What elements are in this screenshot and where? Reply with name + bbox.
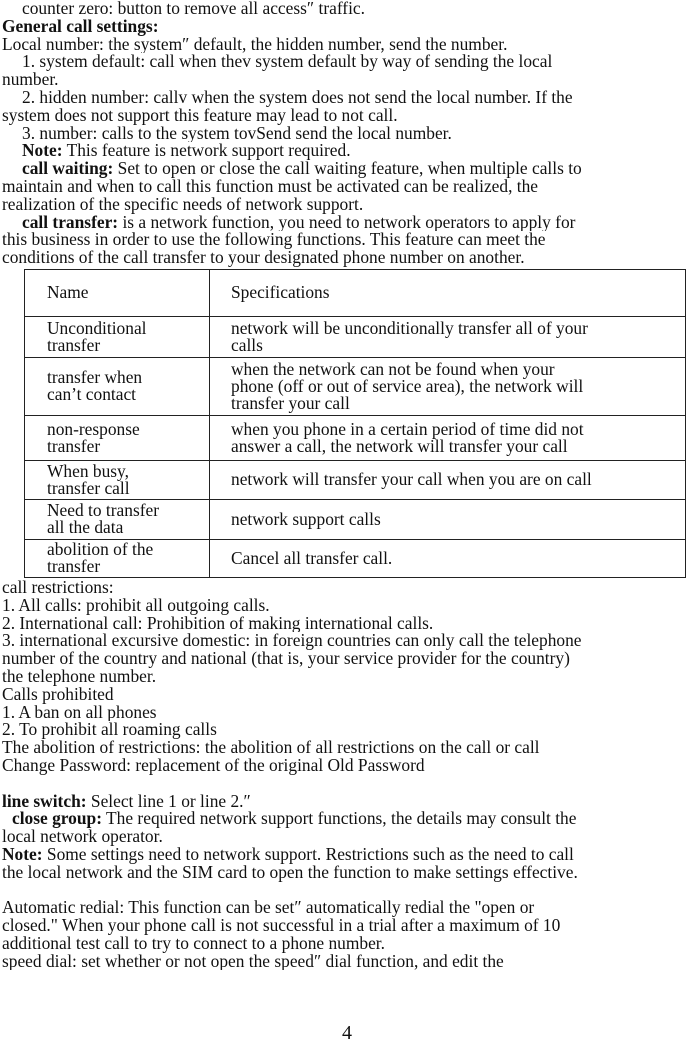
general-settings-heading: General call settings: xyxy=(2,17,159,36)
note-label: Note: xyxy=(22,142,63,161)
restrictions-heading: call restrictions: xyxy=(2,578,114,597)
ban-item: 2. To prohibit all roaming calls xyxy=(2,721,217,740)
call-waiting-line3: realization of the specific needs of network support. xyxy=(2,195,364,214)
hidden-number-line: 2. hidden number: callv when the system does not send the local number. If the xyxy=(22,88,573,107)
restriction-item-cont: the telephone number. xyxy=(2,667,157,686)
call-waiting-paragraph: call waiting: Set to open or close the call waiting feature, when multiple calls to xyxy=(22,160,582,178)
close-group-label: close group: xyxy=(12,810,103,829)
auto-redial-line3: additional test call to try to connect to a phone number. xyxy=(2,934,385,953)
call-transfer-line2: this business in order to use the following functions. This feature can meet the xyxy=(2,231,546,250)
transfer-spec-table xyxy=(24,269,686,578)
hidden-number-line-cont: system does not support this feature may lead to not call. xyxy=(2,106,398,125)
line-switch-label: line switch: xyxy=(2,792,87,811)
change-password-text: Change Password: replacement of the original Old Password xyxy=(2,756,425,775)
close-group-text: close group: The required network support functions, the details may consult the xyxy=(12,810,577,829)
counter-zero-text: counter zero: button to remove all access″ traffic. xyxy=(22,0,365,18)
header-name: Name xyxy=(25,269,210,316)
note2-label: Note: xyxy=(2,845,43,864)
line-switch-text: line switch: Select line 1 or line 2.″ xyxy=(2,792,251,811)
ban-item: 1. A ban on all phones xyxy=(2,703,157,722)
call-waiting-label: call waiting: xyxy=(22,160,114,178)
table-row: abolition of the transfer Cancel all transfer call. xyxy=(25,539,686,577)
table-row: non-response transfer when you phone in a certain period of time did not answer a call, the network will transfer your call xyxy=(25,415,686,460)
abolition-text: The abolition of restrictions: the abolition of all restrictions on the call or call xyxy=(2,739,540,757)
restriction-item: 3. international excursive domestic: in foreign countries can only call the telephone xyxy=(2,632,582,651)
auto-redial-line1: Automatic redial: This function can be set″ automatically redial the "open or xyxy=(2,899,535,918)
table-row: When busy, transfer call network will transfer your call when you are on call xyxy=(25,460,686,499)
number-option-line: 3. number: calls to the system tovSend send the local number. xyxy=(22,124,452,143)
close-group-line2: local network operator. xyxy=(2,828,163,846)
settings-note: Note: Some settings need to network support. Restrictions such as the need to call xyxy=(2,845,574,864)
network-note: Note: This feature is network support required. xyxy=(22,142,351,161)
call-transfer-line3: conditions of the call transfer to your designated phone number on another. xyxy=(2,249,525,267)
system-default-line-cont: number. xyxy=(2,71,59,89)
restriction-item: 2. International call: Prohibition of making international calls. xyxy=(2,614,434,633)
call-waiting-line2: maintain and when to call this function must be activated can be realized, the xyxy=(2,177,539,196)
calls-prohibited-heading: Calls prohibited xyxy=(2,685,114,704)
table-row: transfer when can’t contact when the network can not be found when your phone (off or out of service area), the network will transfer your call xyxy=(25,357,686,415)
speed-dial-text: speed dial: set whether or not open the speed″ dial function, and edit the xyxy=(2,952,504,971)
table-row: Need to transfer all the data network support calls xyxy=(25,499,686,539)
table-row: Unconditional transfer network will be unconditionally transfer all of your calls xyxy=(25,316,686,357)
page-number: 4 xyxy=(342,1022,352,1044)
restriction-item-cont: number of the country and national (that is, your service provider for the country) xyxy=(2,650,570,668)
restriction-item: 1. All calls: prohibit all outgoing calls. xyxy=(2,596,270,615)
system-default-line: 1. system default: call when thev system default by way of sending the local xyxy=(22,53,553,72)
settings-note-line2: the local network and the SIM card to open the function to make settings effective. xyxy=(2,863,578,882)
header-spec: Specifications xyxy=(210,269,686,316)
table-header-row xyxy=(25,269,686,316)
call-transfer-label: call transfer: xyxy=(22,213,119,232)
auto-redial-line2: closed." When your phone call is not successful in a trial after a maximum of 10 xyxy=(2,917,561,935)
local-number-text: Local number: the system″ default, the hidden number, send the number. xyxy=(2,35,508,54)
call-transfer-paragraph: call transfer: is a network function, you need to network operators to apply for xyxy=(22,213,576,232)
